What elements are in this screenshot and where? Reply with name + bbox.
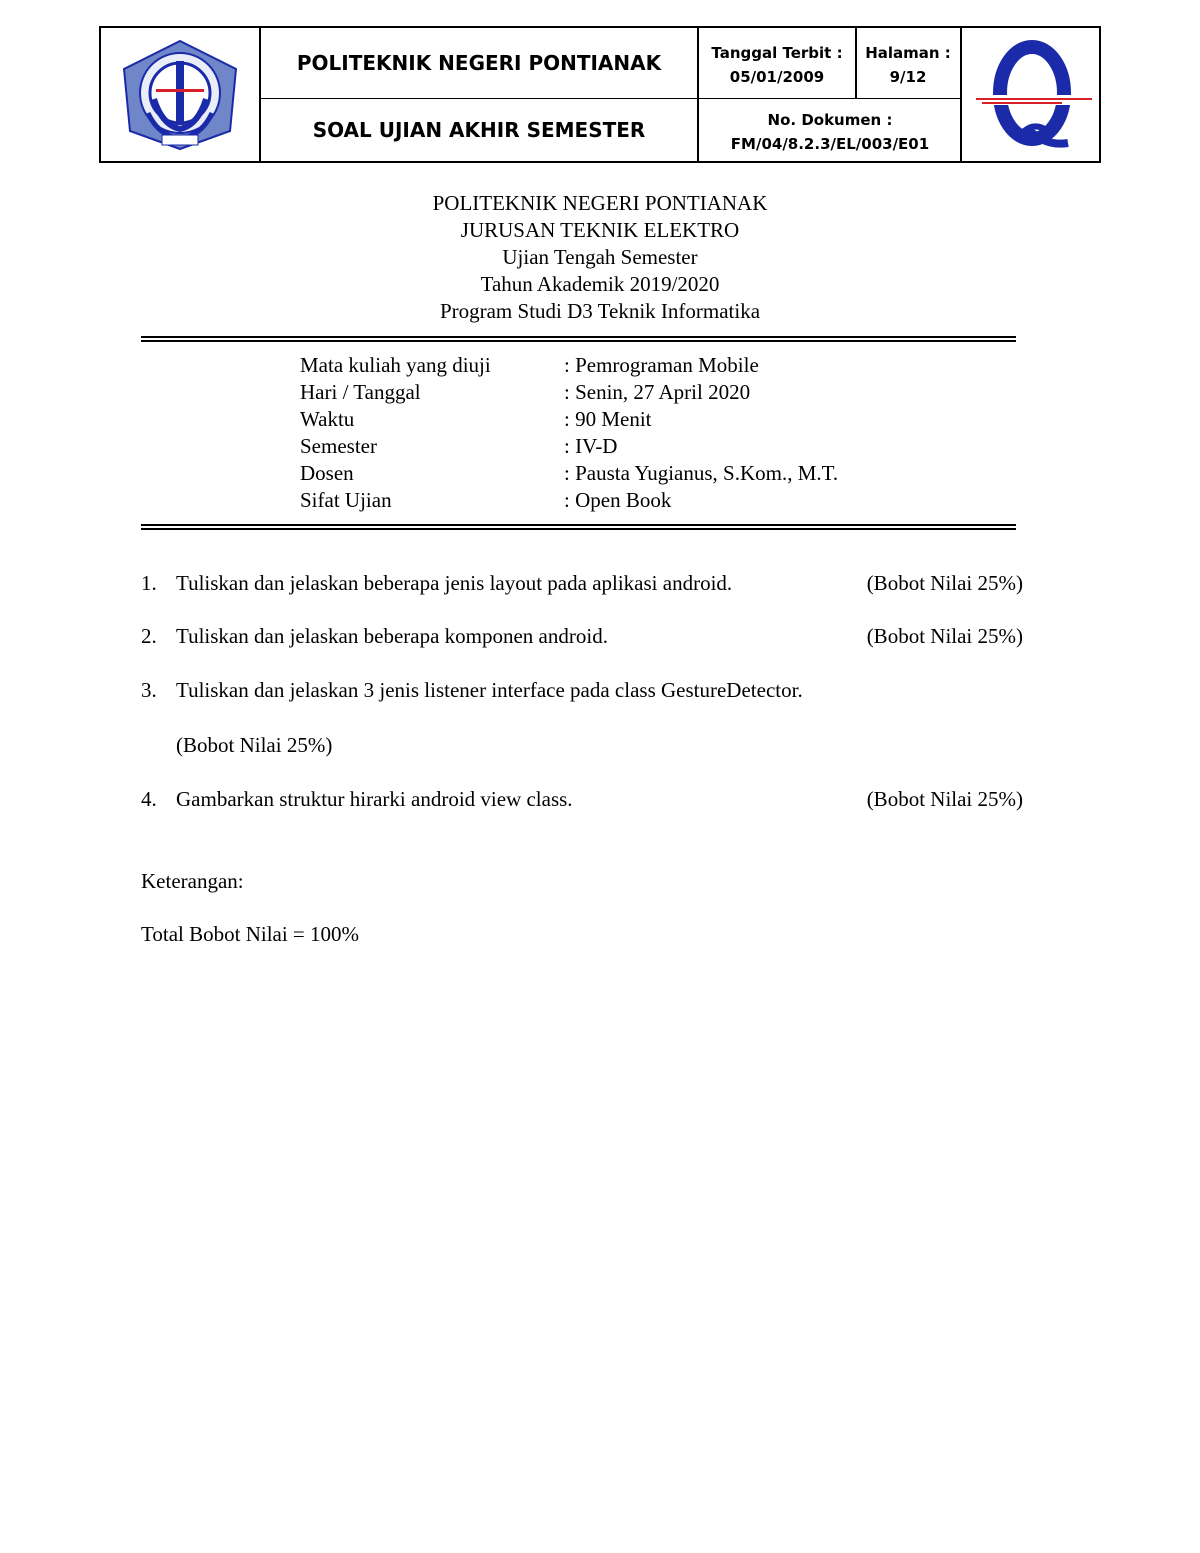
header-doc-type: SOAL UJIAN AKHIR SEMESTER [312,118,646,142]
info-value: : 90 Menit [564,407,652,431]
info-value: : Senin, 27 April 2020 [564,380,751,404]
polnep-logo-icon [118,39,242,151]
issue-date-cell [699,36,855,94]
exam-titles [0,190,1200,325]
info-row [300,352,838,379]
quality-logo [962,28,1099,161]
question-3-weight: (Bobot Nilai 25%) [176,733,333,757]
notes-label: Keterangan: [141,869,244,893]
doc-number-label: No. Dokumen : [767,111,893,129]
question-number: 2. [141,624,157,648]
info-key: Hari / Tanggal [300,380,421,404]
header-institution: POLITEKNIK NEGERI PONTIANAK [296,51,662,75]
page-label: Halaman : [865,44,951,62]
info-value: : Pemrograman Mobile [564,353,759,377]
info-row [300,379,838,406]
title-study-program: Program Studi D3 Teknik Informatika [439,299,761,323]
doc-number-value: FM/04/8.2.3/EL/003/E01 [730,135,930,153]
info-row [300,460,838,487]
doc-number-cell [699,104,961,160]
issue-date-value: 05/01/2009 [729,68,825,86]
info-value: : IV-D [564,434,618,458]
info-row [300,433,838,460]
question-text: Tuliskan dan jelaskan beberapa jenis layout pada aplikasi android. [176,571,733,595]
question-1-weight: (Bobot Nilai 25%) [866,571,1023,595]
question-text: Gambarkan struktur hirarki android view class. [176,787,573,811]
info-value: : Open Book [564,488,672,512]
issue-date-label: Tanggal Terbit : [711,44,843,62]
info-key: Dosen [300,461,354,485]
info-row [300,487,838,514]
double-divider-bottom [141,524,1016,530]
info-key: Mata kuliah yang diuji [300,353,491,377]
polnep-logo [101,28,259,161]
page-value: 9/12 [889,68,927,86]
question-number: 3. [141,678,157,702]
question-number: 1. [141,571,157,595]
question-4-weight: (Bobot Nilai 25%) [866,787,1023,811]
title-academic-year: Tahun Akademik 2019/2020 [480,272,720,296]
title-institution: POLITEKNIK NEGERI PONTIANAK [432,191,768,215]
info-key: Waktu [300,407,355,431]
info-key: Semester [300,434,377,458]
info-key: Sifat Ujian [300,488,392,512]
title-department: JURUSAN TEKNIK ELEKTRO [460,218,740,242]
title-exam: Ujian Tengah Semester [502,245,698,269]
notes-total: Total Bobot Nilai = 100% [141,922,360,946]
question-text: Tuliskan dan jelaskan beberapa komponen android. [176,624,608,648]
question-text: Tuliskan dan jelaskan 3 jenis listener interface pada class GestureDetector. [176,678,803,702]
info-value: : Pausta Yugianus, S.Kom., M.T. [564,461,839,485]
question-2-weight: (Bobot Nilai 25%) [866,624,1023,648]
question-number: 4. [141,787,157,811]
quality-q-logo-icon [964,35,1098,155]
info-row [300,406,838,433]
document-header [99,26,1101,163]
exam-info [300,352,838,514]
double-divider-top [141,336,1016,342]
page-cell [857,36,959,94]
